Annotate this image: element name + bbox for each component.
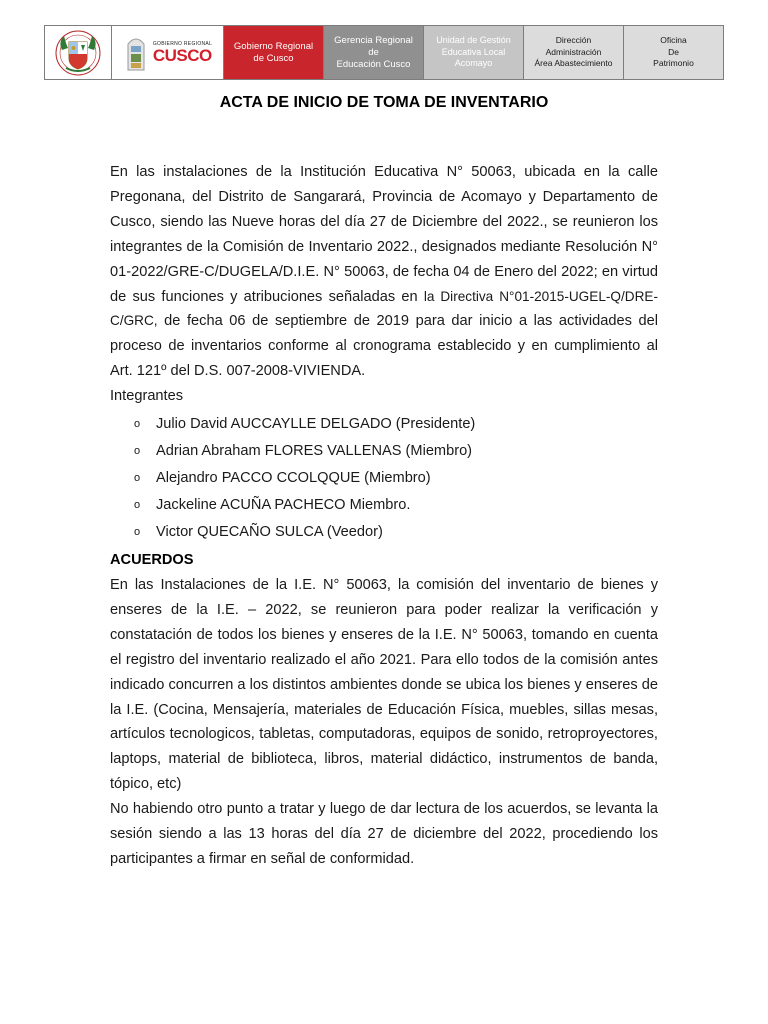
gobierno-line-2: de Cusco (253, 52, 294, 64)
member-name: Alejandro PACCO CCOLQQUE (Miembro) (156, 470, 431, 487)
intro-text-1: En las instalaciones de la Institución Educativa N° 50063, ubicada en la calle Pregonana, del Distrito de Sangarará, Provincia de Acomayo y Departamento de Cusco, siendo las Nueve horas del día 27 de Diciembre del 2022., se reunieron los integrantes de la Comisión de Inventario 2022., designados mediante Resolución N° 01-2022/GRE-C/DUGELA/D.I.E. N° 50063, de fecha 04 de Enero del 2022; en virtud de sus funciones y atribuciones señaladas en (110, 164, 658, 305)
bullet-icon: o (134, 418, 141, 431)
list-item (110, 411, 658, 438)
ugel-cell (424, 26, 524, 79)
intro-text-3: de fecha 06 de septiembre de 2019 para dar inicio a las actividades del proceso de inventarios conforme al cronograma establecido y en cumplimiento al Art. 121º del D.S. 007-2008-VIVIENDA. (110, 313, 658, 380)
document-header (44, 25, 724, 80)
ugel-line-2: Educativa Local (441, 46, 506, 57)
members-label: Integrantes (110, 388, 184, 405)
list-item (110, 492, 658, 519)
document-body (110, 160, 658, 872)
oficina-line-2: De (668, 46, 679, 57)
document-title: ACTA DE INICIO DE TOMA DE INVENTARIO (219, 94, 549, 111)
peru-shield-icon (48, 28, 108, 78)
acuerdos-heading: ACUERDOS (110, 552, 194, 569)
cusco-regional-logo (112, 26, 224, 79)
members-list (110, 411, 658, 546)
bullet-icon: o (134, 472, 141, 485)
intro-paragraph (110, 160, 658, 384)
gobierno-regional-cell (224, 26, 324, 79)
member-name: Adrian Abraham FLORES VALLENAS (Miembro) (156, 443, 473, 460)
list-item (110, 438, 658, 465)
cusco-logo-caption: GOBIERNO REGIONAL (152, 41, 213, 47)
gerencia-line-1: Gerencia Regional de (334, 34, 413, 58)
list-item (110, 519, 658, 546)
direccion-line-3: Área Abastecimiento (534, 58, 613, 69)
cusco-emblem-icon (123, 32, 149, 74)
acuerdos-paragraph: En las Instalaciones de la I.E. N° 50063, la comisión del inventario de bienes y enseres de la I.E. – 2022, se reunieron para poder realizar la verificación y constatación de todos los bienes y enseres de la I.E. N° 50063, tomando en cuenta el registro del inventario realizado el año 2021. Para ello todos de la comisión antes indicado concurren a los distintos ambientes donde se ubica los bienes y enseres de la I.E. (Cocina, Mensajería, materiales de Educación Física, muebles, sillas mesas, artículos tecnologicos, tabletas, computadoras, equipos de sonido, retroproyectores, laptops, material de biblioteca, libros, material didáctico, instrumentos de banda, tópico, etc) (110, 576, 658, 793)
ugel-line-1: Unidad de Gestión (436, 35, 511, 46)
bullet-icon: o (134, 526, 141, 539)
direccion-line-2: Administración (545, 46, 602, 57)
bullet-icon: o (134, 499, 141, 512)
member-name: Jackeline ACUÑA PACHECO Miembro. (156, 497, 411, 514)
oficina-line-3: Patrimonio (653, 58, 694, 69)
cusco-logo-word: CUSCO (152, 46, 212, 65)
oficina-cell (624, 26, 723, 79)
member-name: Victor QUECAÑO SULCA (Veedor) (156, 524, 383, 541)
list-item (110, 465, 658, 492)
bullet-icon: o (134, 445, 141, 458)
ugel-line-3: Acomayo (454, 58, 493, 69)
closing-paragraph: No habiendo otro punto a tratar y luego de dar lectura de los acuerdos, se levanta la sesión siendo a las 13 horas del día 27 de diciembre del 2022, procediendo los participantes a firmar en señal de conformidad. (110, 801, 658, 867)
gobierno-line-1: Gobierno Regional (233, 40, 314, 52)
member-name: Julio David AUCCAYLLE DELGADO (Presidente) (156, 416, 476, 433)
gerencia-line-2: Educación Cusco (336, 58, 411, 70)
direccion-cell (524, 26, 624, 79)
direccion-line-1: Dirección (555, 35, 592, 46)
gerencia-regional-cell (324, 26, 424, 79)
intro-directive-text: la Directiva N°01-2015-UGEL-Q/DRE-C/GRC, (110, 288, 658, 329)
peru-coat-of-arms-logo (45, 26, 112, 79)
oficina-line-1: Oficina (660, 35, 687, 46)
